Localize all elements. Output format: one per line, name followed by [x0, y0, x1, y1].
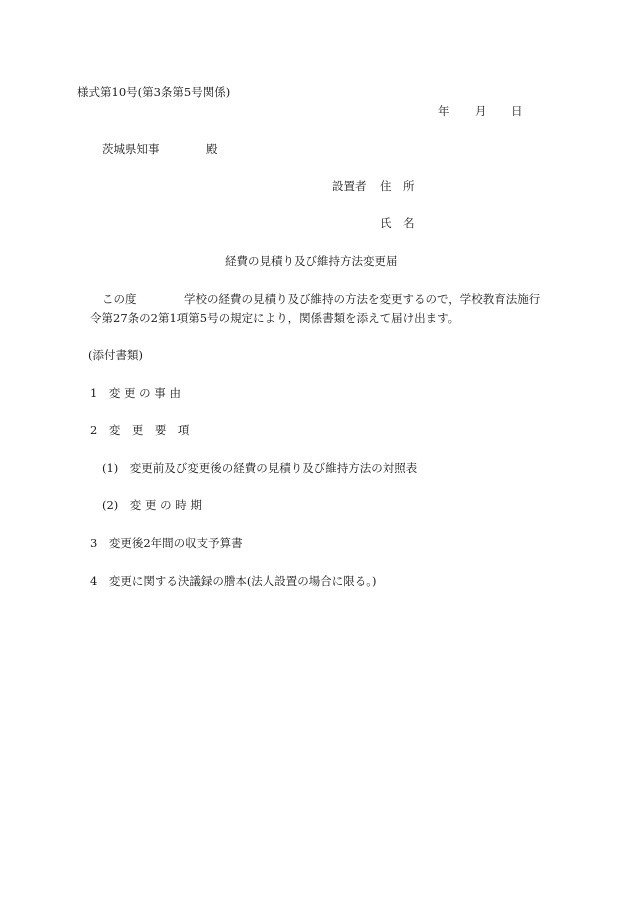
date-year-label: 年: [438, 104, 450, 118]
establisher-label: 設置者: [332, 179, 367, 193]
addressee-honorific: 殿: [206, 142, 218, 156]
address-label: 住 所: [380, 179, 415, 193]
date-month-label: 月: [475, 104, 487, 118]
body-text-line1-rest: 学校の経費の見積り及び維持の方法を変更するので，学校教育法施行: [184, 292, 541, 306]
date-day-label: 日: [511, 104, 523, 118]
addressee-name: 茨城県知事: [102, 142, 160, 156]
attachment-item-3: 3 変更後2年間の収支予算書: [90, 536, 243, 550]
attachment-item-1: 1 変 更 の 事 由: [90, 386, 181, 400]
attachment-subitem-1: (1) 変更前及び変更後の経費の見積り及び維持方法の対照表: [102, 461, 418, 475]
attachment-item-2: 2 変 更 要 項: [90, 423, 190, 437]
attachment-item-4: 4 変更に関する決議録の謄本(法人設置の場合に限る。): [90, 574, 377, 588]
document-title: 経費の見積り及び維持方法変更届: [225, 254, 398, 268]
body-text-line1-start: この度: [102, 292, 137, 306]
form-number: 様式第10号(第3条第5号関係): [77, 85, 231, 99]
name-label: 氏 名: [380, 216, 415, 230]
attachment-subitem-2: (2) 変 更 の 時 期: [102, 498, 202, 512]
attachments-heading: (添付書類): [88, 348, 143, 362]
body-text-line2: 令第27条の2第1項第5号の規定により，関係書類を添えて届け出ます。: [90, 311, 460, 325]
